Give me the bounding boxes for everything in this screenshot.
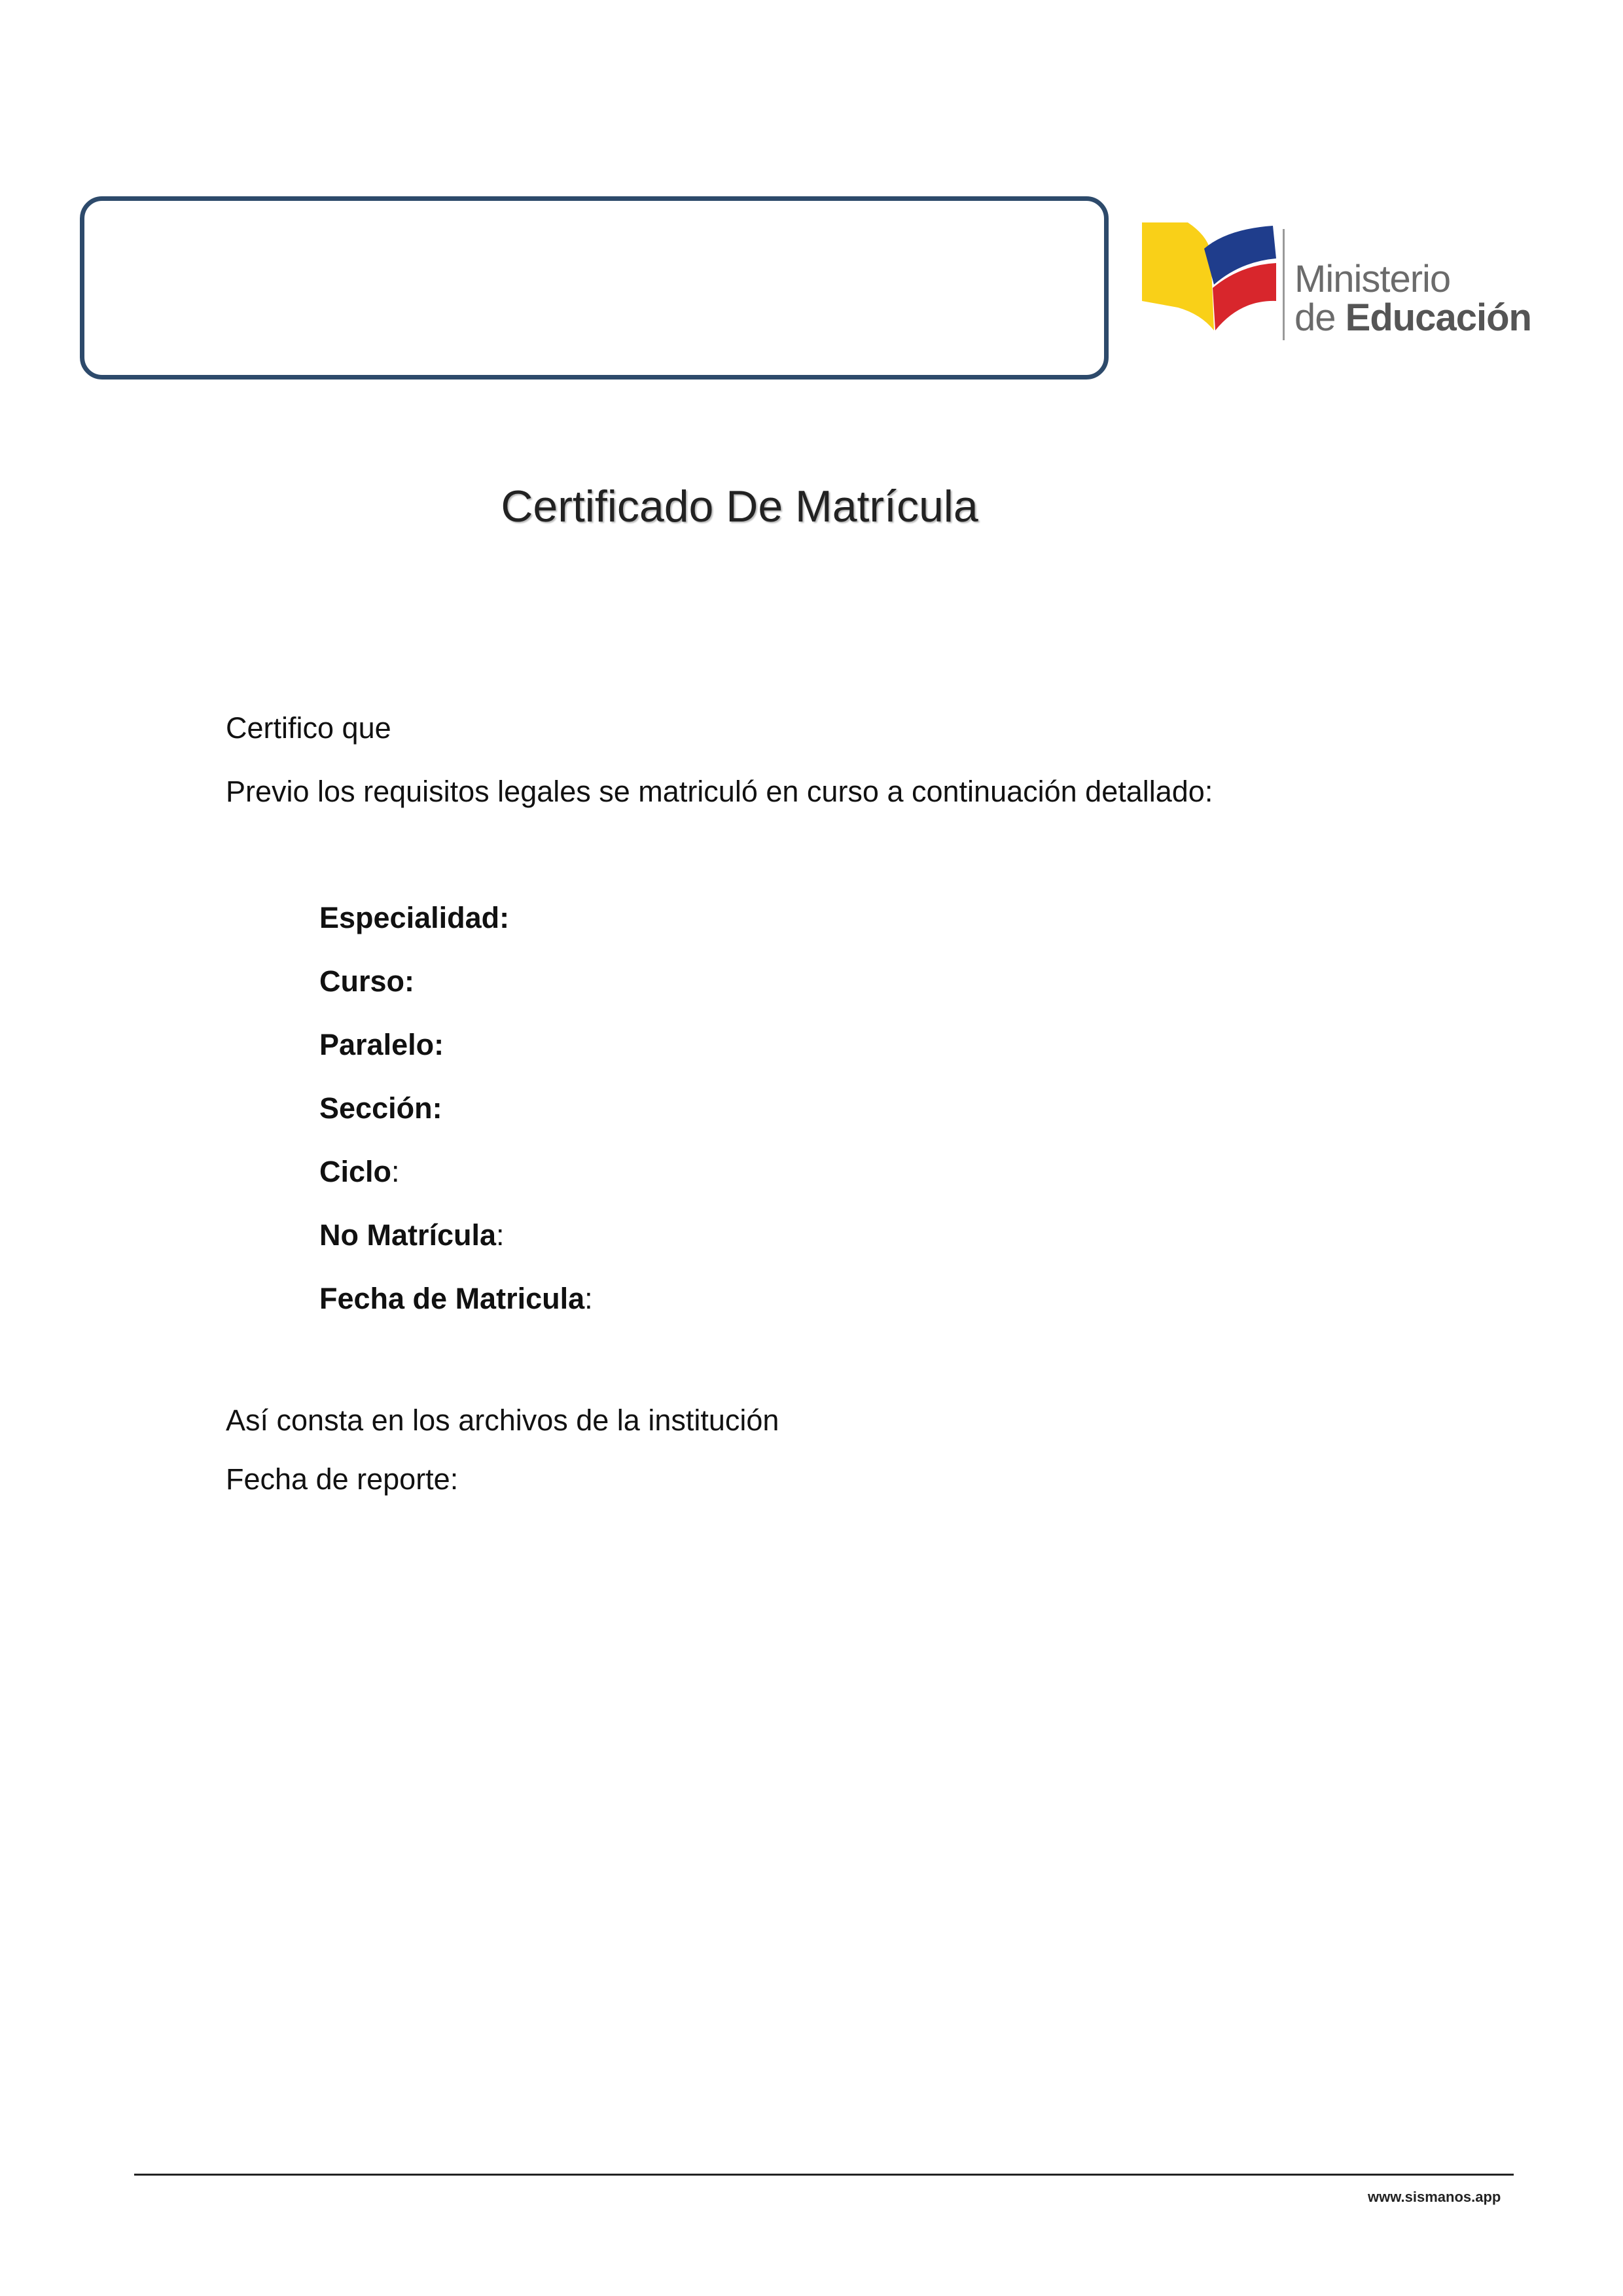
logo-text-ministerio: Ministerio [1294, 258, 1451, 300]
intro-previo: Previo los requisitos legales se matriculó en curso a continuación detallado: [226, 775, 1213, 808]
footer-website: www.sismanos.app [1368, 2189, 1501, 2205]
closing-fecha-reporte: Fecha de reporte: [226, 1462, 459, 1496]
field-paralelo: Paralelo: [319, 1028, 444, 1061]
field-ciclo: Ciclo: [319, 1155, 400, 1188]
field-curso: Curso: [319, 964, 414, 998]
intro-certifico: Certifico que [226, 711, 391, 745]
field-especialidad: Especialidad: [319, 901, 510, 934]
header-info-box [80, 196, 1109, 380]
closing-asi-consta: Así consta en los archivos de la institución [226, 1404, 779, 1437]
field-no-matricula: No Matrícula: [319, 1218, 505, 1252]
page-title: Certificado De Matrícula [501, 482, 978, 531]
book-flag-icon [1142, 222, 1293, 340]
ministerio-logo [1142, 222, 1535, 347]
footer-divider [134, 2174, 1514, 2176]
logo-divider [1283, 229, 1285, 340]
field-fecha-matricula: Fecha de Matricula: [319, 1282, 593, 1315]
logo-text-educacion: de Educación [1294, 296, 1531, 339]
field-seccion: Sección: [319, 1091, 442, 1125]
